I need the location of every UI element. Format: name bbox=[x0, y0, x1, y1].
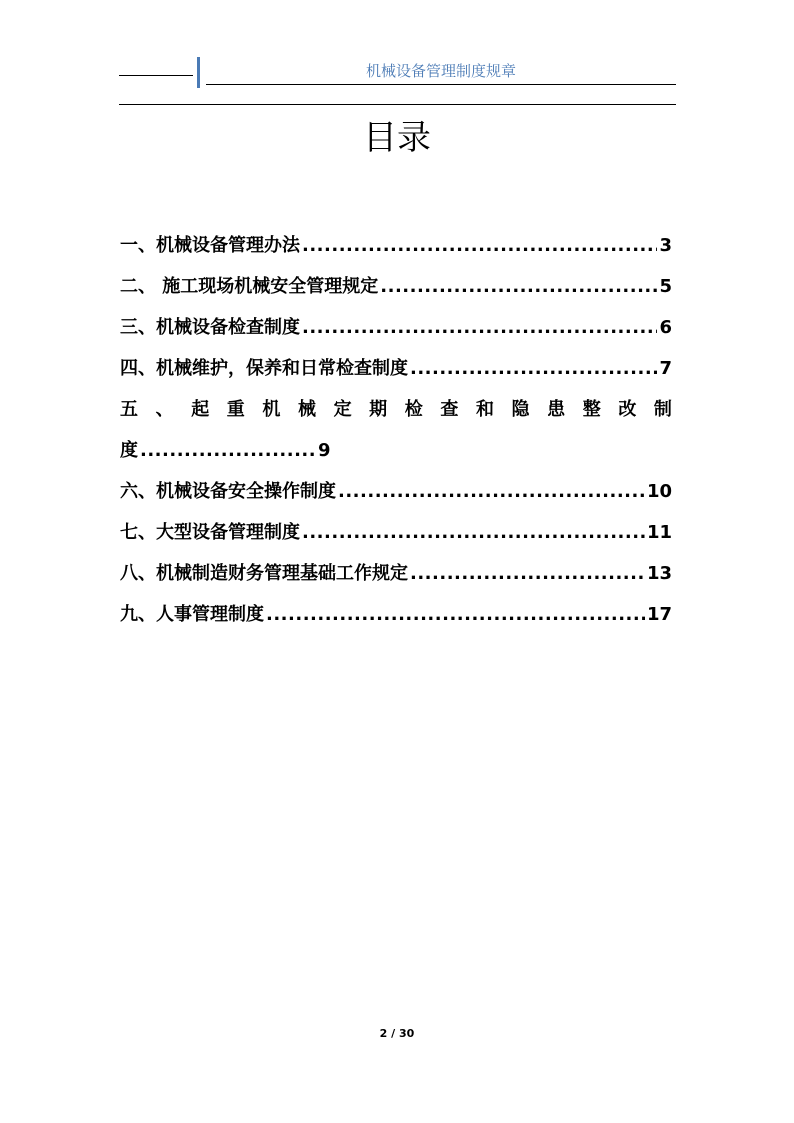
toc-entry[interactable] bbox=[120, 266, 672, 307]
toc-char: 期 bbox=[369, 399, 388, 420]
toc-entry-page: 13 bbox=[646, 563, 672, 584]
toc-dot-leader bbox=[302, 225, 657, 266]
toc-entry-label: 七、大型设备管理制度 bbox=[120, 522, 300, 543]
toc-entry[interactable] bbox=[120, 307, 672, 348]
toc-char: 检 bbox=[404, 399, 423, 420]
header-accent-bar bbox=[197, 57, 200, 88]
toc-entry[interactable] bbox=[120, 348, 672, 389]
toc-entry-label: 六、机械设备安全操作制度 bbox=[120, 481, 336, 502]
toc-char: 隐 bbox=[511, 399, 530, 420]
toc-char: 改 bbox=[618, 399, 637, 420]
toc-entry-page: 6 bbox=[659, 317, 672, 338]
toc-entry-page: 17 bbox=[646, 604, 672, 625]
header-title-underline bbox=[206, 84, 676, 85]
toc-entry-page: 5 bbox=[659, 276, 672, 297]
toc-dot-leader bbox=[302, 512, 645, 553]
toc-dot-leader bbox=[410, 553, 645, 594]
toc-dot-leader bbox=[266, 594, 645, 635]
toc-entry-label: 二、 施工现场机械安全管理规定 bbox=[120, 276, 379, 297]
toc-char: 定 bbox=[333, 399, 352, 420]
toc-dot-leader bbox=[338, 471, 645, 512]
toc-entry-label-line1 bbox=[120, 389, 672, 430]
toc-char: 重 bbox=[226, 399, 245, 420]
toc-char: 械 bbox=[297, 399, 316, 420]
toc-entry-label: 四、机械维护，保养和日常检查制度 bbox=[120, 358, 408, 379]
toc-entry-page: 10 bbox=[646, 481, 672, 502]
toc-entry-label: 八、机械制造财务管理基础工作规定 bbox=[120, 563, 408, 584]
toc-entry-page: 9 bbox=[318, 440, 331, 461]
table-of-contents bbox=[120, 225, 672, 635]
toc-char: 起 bbox=[191, 399, 210, 420]
toc-char: 制 bbox=[653, 399, 672, 420]
toc-entry-label-line2 bbox=[120, 430, 672, 471]
toc-entry-label: 一、机械设备管理办法 bbox=[120, 235, 300, 256]
page-number: 2 / 30 bbox=[379, 1027, 415, 1040]
toc-char: 查 bbox=[440, 399, 459, 420]
toc-char: 五 bbox=[120, 399, 138, 420]
toc-dot-leader bbox=[380, 266, 657, 307]
toc-dot-leader bbox=[302, 307, 657, 348]
toc-char: 机 bbox=[262, 399, 281, 420]
toc-entry[interactable] bbox=[120, 512, 672, 553]
toc-char: 、 bbox=[155, 399, 174, 420]
toc-entry[interactable] bbox=[120, 594, 672, 635]
toc-entry-page: 3 bbox=[659, 235, 672, 256]
toc-entry-label: 九、人事管理制度 bbox=[120, 604, 264, 625]
toc-entry-label: 三、机械设备检查制度 bbox=[120, 317, 300, 338]
toc-entry[interactable] bbox=[120, 553, 672, 594]
toc-dot-leader bbox=[410, 348, 657, 389]
toc-entry-label: 度 bbox=[120, 440, 138, 461]
page-title: 目录 bbox=[363, 118, 431, 158]
header-rule bbox=[119, 104, 676, 105]
header-rule-left bbox=[119, 75, 193, 76]
toc-entry[interactable] bbox=[120, 471, 672, 512]
toc-char: 和 bbox=[475, 399, 494, 420]
toc-dot-leader bbox=[140, 430, 316, 471]
toc-entry-page: 11 bbox=[646, 522, 672, 543]
toc-char: 整 bbox=[582, 399, 601, 420]
toc-char: 患 bbox=[547, 399, 566, 420]
toc-entry-wrapped[interactable] bbox=[120, 389, 672, 471]
toc-entry[interactable] bbox=[120, 225, 672, 266]
toc-entry-page: 7 bbox=[659, 358, 672, 379]
header-title: 机械设备管理制度规章 bbox=[365, 62, 516, 80]
